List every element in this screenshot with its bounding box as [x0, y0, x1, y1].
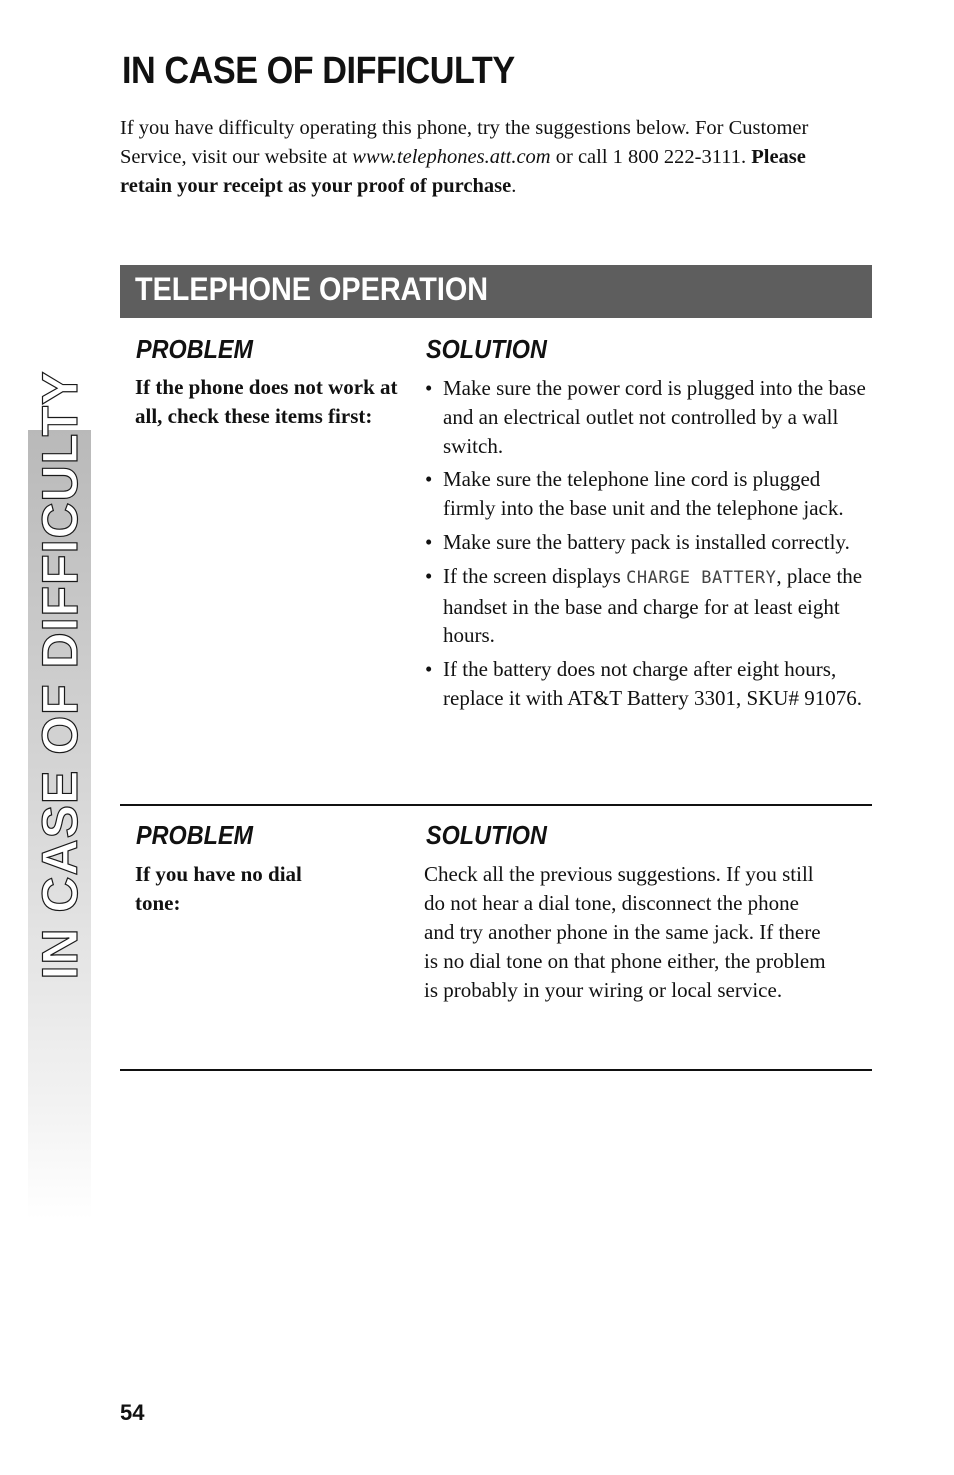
solution-item-text: Make sure the battery pack is installed correctly.: [443, 529, 850, 554]
section-title: TELEPHONE OPERATION: [135, 271, 489, 307]
solution-item-text: If the battery does not charge after eight hours, replace it with AT&T Battery 3301, SKU# 91076.: [443, 657, 862, 710]
table-bottom-rule: [120, 1069, 872, 1071]
solution-item-text: , place the handset in the base and charge for at least eight hours.: [443, 563, 863, 648]
intro-period: .: [511, 174, 517, 197]
bullet: •: [425, 376, 433, 400]
problem-text-2: If you have no dial tone:: [135, 862, 302, 915]
intro-paragraph: [120, 114, 850, 200]
problem-text-1: If the phone does not work at all, check these items first:: [135, 375, 398, 428]
receipt-note: Please retain your receipt as your proof of purchase: [120, 145, 806, 197]
row-divider: [120, 804, 872, 806]
solution-item-text: Make sure the telephone line cord is plugged firmly into the base unit and the telephone jack.: [443, 467, 844, 521]
solution-list-1: [423, 374, 875, 718]
solution-text-2: Check all the previous suggestions. If you still do not hear a dial tone, disconnect the phone and try another phone in the same jack. If there is no dial tone on that phone either, the problem is probably in your wiring or local service.: [424, 862, 826, 1002]
solution-item-charge: [423, 562, 875, 650]
bullet: •: [425, 657, 433, 682]
bullet: •: [425, 563, 433, 588]
lcd-message: CHARGE BATTERY: [626, 567, 777, 588]
solution-item: [423, 374, 875, 460]
problem-header-1: PROBLEM: [136, 334, 253, 364]
solution-header-1: SOLUTION: [426, 334, 547, 364]
solution-header-2: SOLUTION: [426, 820, 547, 850]
intro-phone-text: or call 1 800 222-3111.: [550, 145, 752, 168]
solution-item-battery: [423, 655, 875, 713]
solution-item-text: Make sure the power cord is plugged into the base and an electrical outlet not controlled by a wall switch.: [443, 376, 866, 458]
page-title: IN CASE OF DIFFICULTY: [122, 50, 515, 92]
solution-item: [423, 528, 875, 557]
page-number: 54: [120, 1400, 145, 1425]
intro-text: If you have difficulty operating this phone, try the suggestions below. For Customer Service, visit our website at: [120, 117, 809, 168]
solution-item: [423, 465, 875, 523]
problem-header-2: PROBLEM: [136, 820, 253, 850]
website-url: www.telephones.att.com: [352, 145, 551, 168]
bullet: •: [425, 467, 433, 492]
solution-item-text: If the screen displays: [443, 563, 627, 588]
side-tab-label: IN CASE OF DIFFICULTY: [32, 370, 88, 980]
bullet: •: [425, 529, 433, 554]
